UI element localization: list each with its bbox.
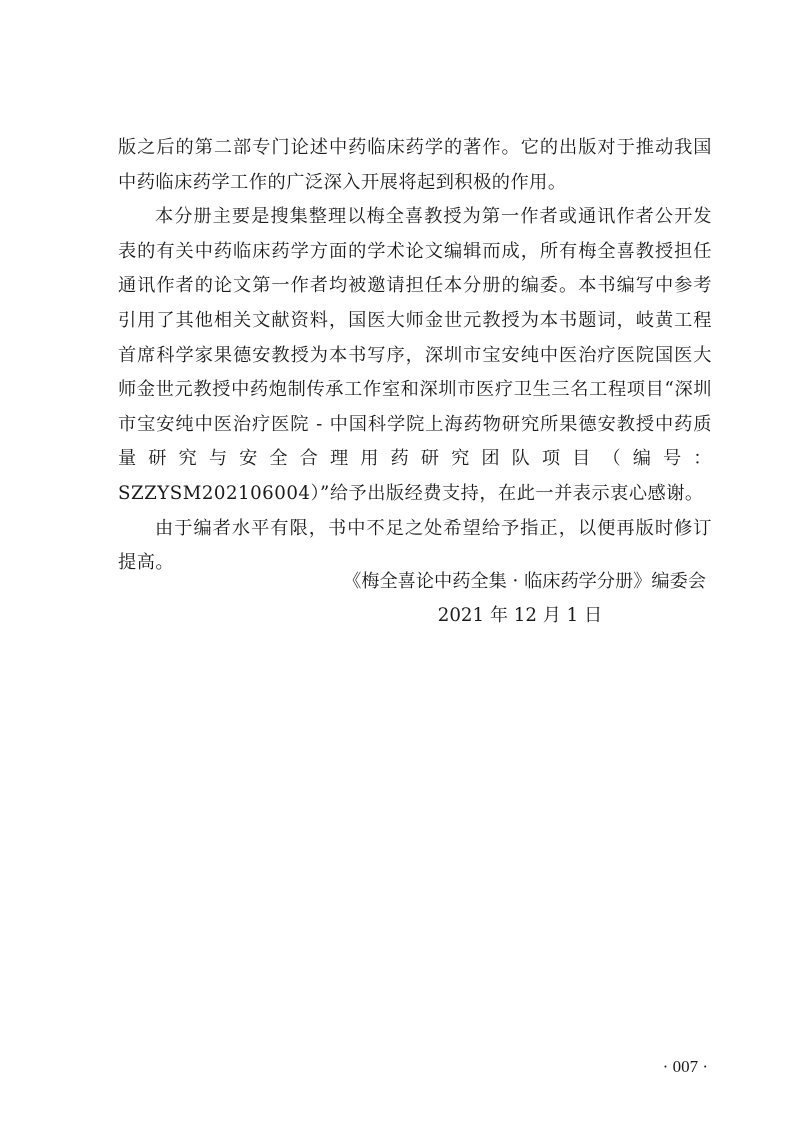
paragraph-continuation: 版之后的第二部专门论述中药临床药学的著作。它的出版对于推动我国中药临床药学工作的广泛深入开展将起到积极的作用。	[118, 137, 712, 193]
page-number: · 007 ·	[662, 1057, 708, 1076]
paragraph-closing: 由于编者水平有限，书中不足之处希望给予指正，以便再版时修订提高。	[118, 517, 712, 574]
body-text	[118, 131, 712, 581]
signature-committee: 《梅全喜论中药全集 · 临床药学分册》编委会	[343, 571, 706, 592]
paragraph-acknowledgement: 本分册主要是搜集整理以梅全喜教授为第一作者或通讯作者公开发表的有关中药临床药学方面的学术论文编辑而成，所有梅全喜教授担任通讯作者的论文第一作者均被邀请担任本分册的编委。本书编写中参考引用了其他相关文献资料，国医大师金世元教授为本书题词，岐黄工程首席科学家果德安教授为本书写序，深圳市宝安纯中医治疗医院国医大师金世元教授中药炮制传承工作室和深圳市医疗卫生三名工程项目“深圳市宝安纯中医治疗医院 - 中国科学院上海药物研究所果德安教授中药质量研究与安全合理用药研究团队项目（编号：SZZYSM202106004）”给予出版经费支持，在此一并表示衷心感谢。	[118, 206, 712, 504]
signature-date: 2021 年 12 月 1 日	[437, 605, 603, 626]
